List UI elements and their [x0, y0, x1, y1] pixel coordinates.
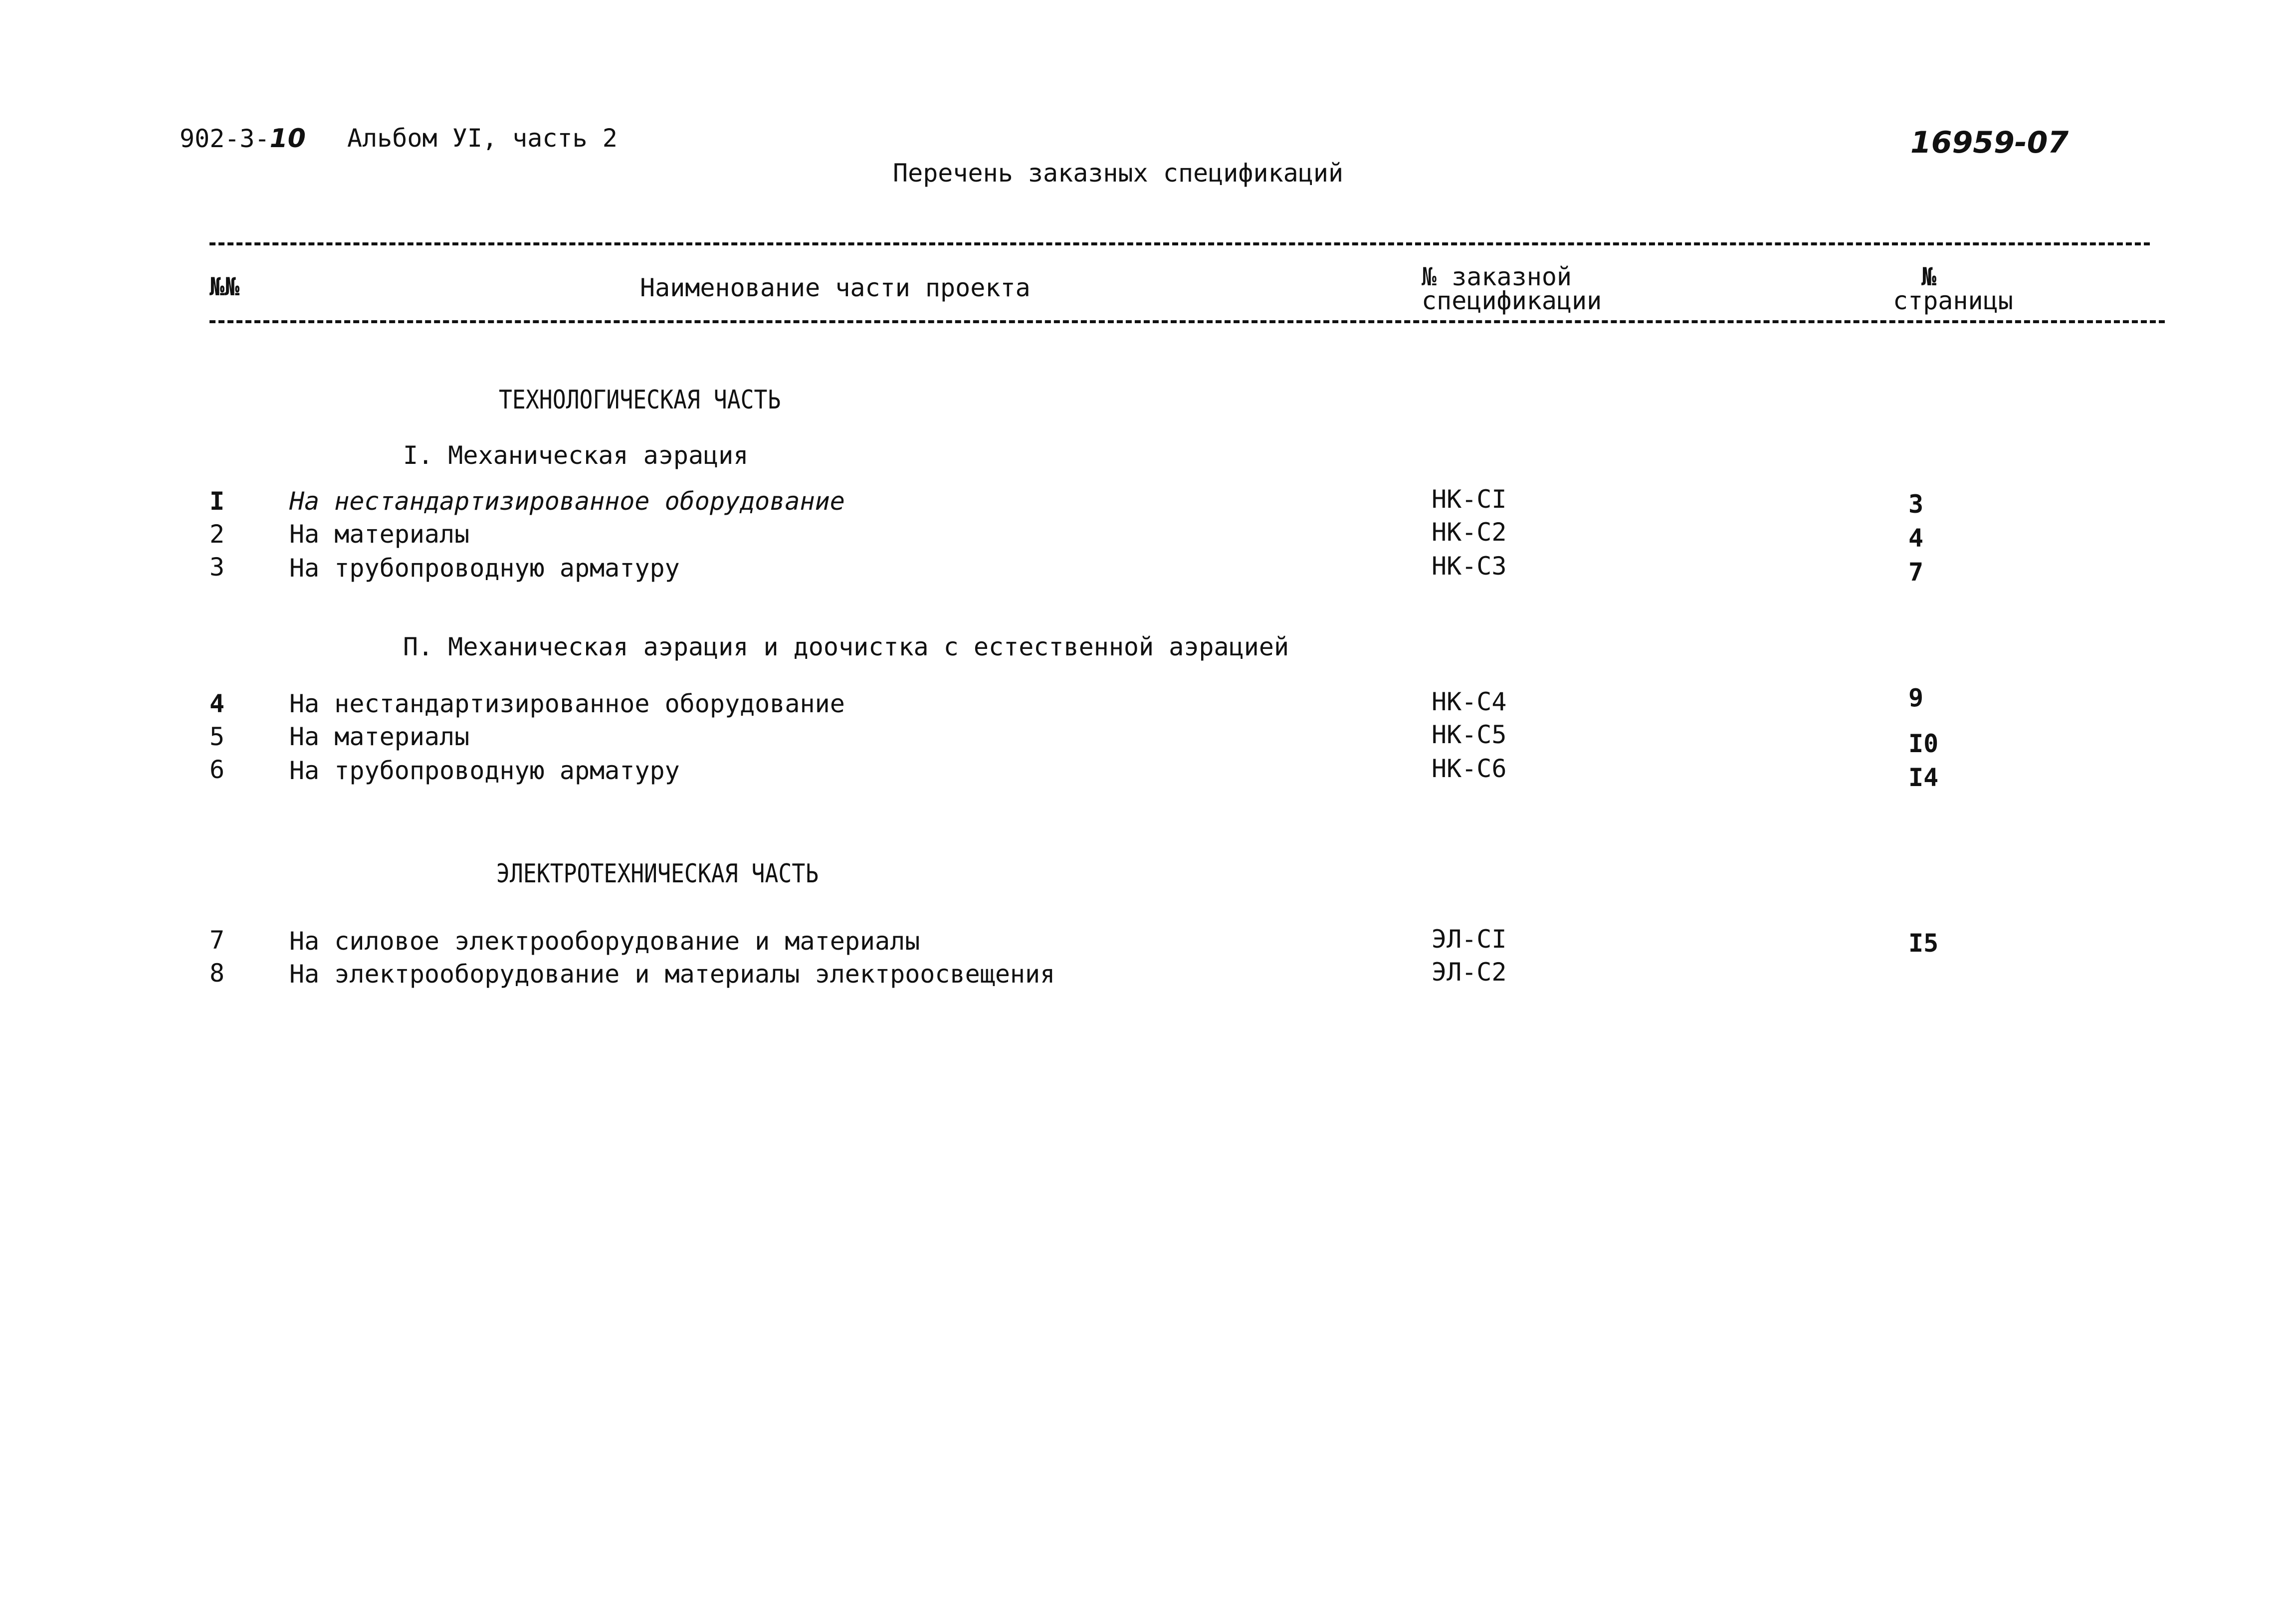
doc-code: [180, 126, 306, 152]
doc-code-suffix: 10: [269, 124, 306, 154]
table-row-name: На силовое электрооборудование и материалы: [289, 927, 920, 956]
section-title-electrotechnical: ЭЛЕКТРОТЕХНИЧЕСКАЯ ЧАСТЬ: [496, 859, 819, 889]
table-row-name: На материалы: [289, 722, 470, 751]
table-row-spec: НК-С5: [1432, 720, 1507, 749]
table-row-spec: ЭЛ-СI: [1432, 925, 1507, 954]
table-row-spec: НК-С4: [1432, 687, 1507, 716]
column-page-header-line2: страницы: [1893, 286, 2013, 315]
table-row-name: На нестандартизированное оборудование: [289, 689, 845, 718]
column-spec-header-line1: № заказной: [1422, 262, 1572, 291]
header-top-rule: [209, 242, 2150, 245]
column-name-header: Наименование части проекта: [640, 273, 1031, 302]
table-row-page: 4: [1908, 524, 1924, 553]
table-row-spec: НК-С6: [1432, 754, 1507, 783]
table-row-spec: НК-СI: [1432, 485, 1507, 514]
column-num-header: №№: [209, 272, 240, 301]
table-row-page: 7: [1908, 558, 1924, 587]
table-row-page: I4: [1908, 763, 1939, 792]
table-row-name: На электрооборудование и материалы электроосвещения: [289, 960, 1055, 989]
table-row-name: На трубопроводную арматуру: [289, 756, 680, 785]
table-row-num: 5: [209, 722, 225, 751]
table-row-page: 3: [1908, 490, 1924, 519]
table-row-num: 2: [209, 520, 225, 549]
header-bottom-rule: [209, 320, 2165, 323]
doc-code-prefix: 902-3-: [180, 124, 270, 153]
album-label: Альбом УI, часть 2: [347, 124, 618, 153]
table-row-page: I5: [1908, 929, 1939, 958]
table-row-name: На трубопроводную арматуру: [289, 554, 680, 583]
column-spec-header-line2: спецификации: [1422, 286, 1602, 315]
subsection-title-2: П. Механическая аэрация и доочистка с естественной аэрацией: [403, 632, 1289, 661]
table-row-name: На материалы: [289, 520, 470, 549]
subsection-title-1: I. Механическая аэрация: [403, 441, 749, 470]
table-row-spec: НК-С3: [1432, 552, 1507, 581]
table-row-num: 4: [209, 689, 225, 718]
column-page-header-line1: №: [1921, 262, 1937, 291]
section-title-technological: ТЕХНОЛОГИЧЕСКАЯ ЧАСТЬ: [499, 385, 781, 415]
table-row-page: I0: [1908, 729, 1939, 758]
table-row-num: 8: [209, 959, 225, 988]
table-row-spec: ЭЛ-С2: [1432, 958, 1507, 987]
table-row-num: 3: [209, 553, 225, 582]
table-row-spec: НК-С2: [1432, 518, 1507, 547]
table-row-name: На нестандартизированное оборудование: [289, 487, 845, 516]
table-row-num: 7: [209, 926, 225, 955]
document-number: 16959-07: [1910, 125, 2069, 160]
table-row-num: I: [209, 487, 225, 516]
table-row-page: 9: [1908, 683, 1924, 712]
page-title: Перечень заказных спецификаций: [893, 159, 1344, 188]
table-row-num: 6: [209, 755, 225, 784]
